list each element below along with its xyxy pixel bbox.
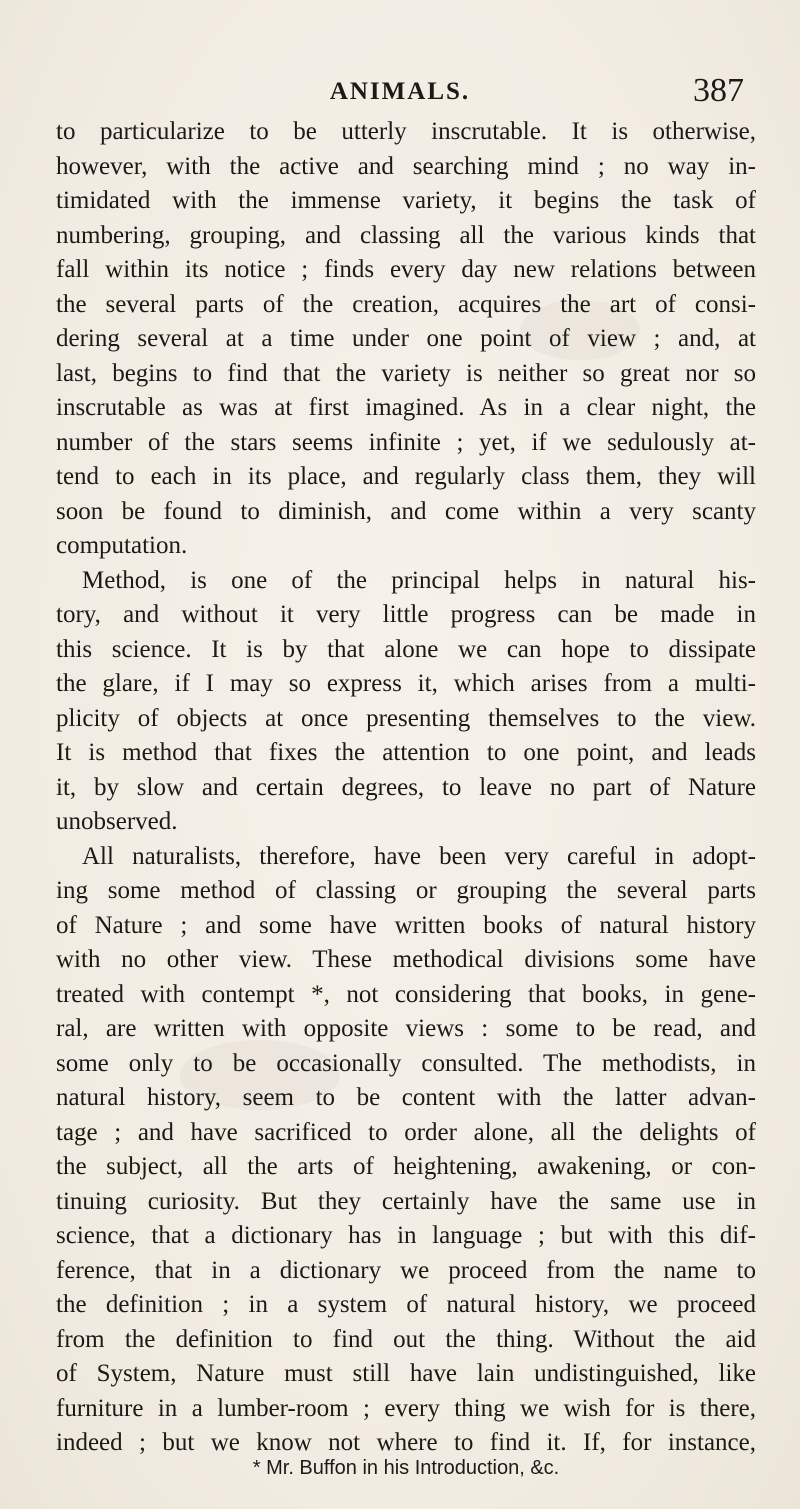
text-line: unobserved. xyxy=(56,808,178,835)
text-line: with no other view. These methodical divisions some have xyxy=(56,946,756,973)
text-line: furniture in a lumber-room ; every thing we wish for is there, xyxy=(56,1394,756,1422)
text-line: inscrutable as was at first imagined. As in a clear night, the xyxy=(56,394,756,421)
text-line: the several parts of the creation, acquires the art of consi- xyxy=(56,290,756,318)
text-line: some only to be occasionally consulted. The methodists, in xyxy=(56,1049,756,1077)
text-line: the subject, all the arts of heightening, awakening, or con- xyxy=(56,1153,756,1180)
page-number: 387 xyxy=(693,72,744,109)
text-line: of Nature ; and some have written books of natural history xyxy=(56,911,756,939)
text-line: treated with contempt *, not considering that books, in gene- xyxy=(56,980,756,1008)
text-line: tinuing curiosity. But they certainly have the same use in xyxy=(56,1187,756,1215)
text-line: numbering, grouping, and classing all the various kinds that xyxy=(56,221,756,249)
text-line: this science. It is by that alone we can hope to dissipate xyxy=(56,635,756,663)
text-line: soon be found to diminish, and come within a very scanty xyxy=(56,497,756,525)
text-line: from the definition to find out the thing. Without the aid xyxy=(56,1325,756,1353)
text-line: ral, are written with opposite views : some to be read, and xyxy=(56,1015,756,1042)
text-line: timidated with the immense variety, it begins the task of xyxy=(56,187,756,214)
text-line: it, by slow and certain degrees, to leave no part of Nature xyxy=(56,773,756,801)
text-line: Method, is one of the principal helps in natural his- xyxy=(82,566,756,594)
text-line: last, begins to find that the variety is neither so great nor so xyxy=(56,359,756,387)
text-line: the glare, if I may so express it, which arises from a multi- xyxy=(56,670,756,697)
footnote: * Mr. Buffon in his Introduction, &c. xyxy=(252,1457,560,1479)
text-line: indeed ; but we know not where to find it. If, for instance, xyxy=(56,1429,756,1456)
text-line: to particularize to be utterly inscrutable. It is otherwise, xyxy=(56,118,756,145)
text-line: tory, and without it very little progress can be made in xyxy=(56,601,756,628)
text-line: of System, Nature must still have lain undistinguished, like xyxy=(56,1360,756,1387)
text-line: ference, that in a dictionary we proceed from the name to xyxy=(56,1256,756,1284)
text-line: tend to each in its place, and regularly class them, they will xyxy=(56,463,756,490)
text-line: dering several at a time under one point of view ; and, at xyxy=(56,325,756,352)
page-header xyxy=(0,72,800,112)
text-line: tage ; and have sacrificed to order alone, all the delights of xyxy=(56,1118,756,1146)
text-line: the definition ; in a system of natural history, we proceed xyxy=(56,1291,756,1318)
text-line: number of the stars seems infinite ; yet, if we sedulously at- xyxy=(56,428,756,456)
text-line: plicity of objects at once presenting themselves to the view. xyxy=(56,704,756,732)
text-line: however, with the active and searching mind ; no way in- xyxy=(56,152,756,180)
text-line: science, that a dictionary has in language ; but with this dif- xyxy=(56,1222,756,1249)
text-line: fall within its notice ; finds every day new relations between xyxy=(56,256,756,283)
text-line: It is method that fixes the attention to one point, and leads xyxy=(56,739,756,766)
body-text xyxy=(56,115,756,1461)
text-line: natural history, seem to be content with the latter advan- xyxy=(56,1084,756,1111)
text-line: All naturalists, therefore, have been very careful in adopt- xyxy=(82,842,756,870)
text-line: ing some method of classing or grouping the several parts xyxy=(56,877,756,904)
running-head: ANIMALS. xyxy=(329,78,471,105)
text-line: computation. xyxy=(56,532,188,559)
